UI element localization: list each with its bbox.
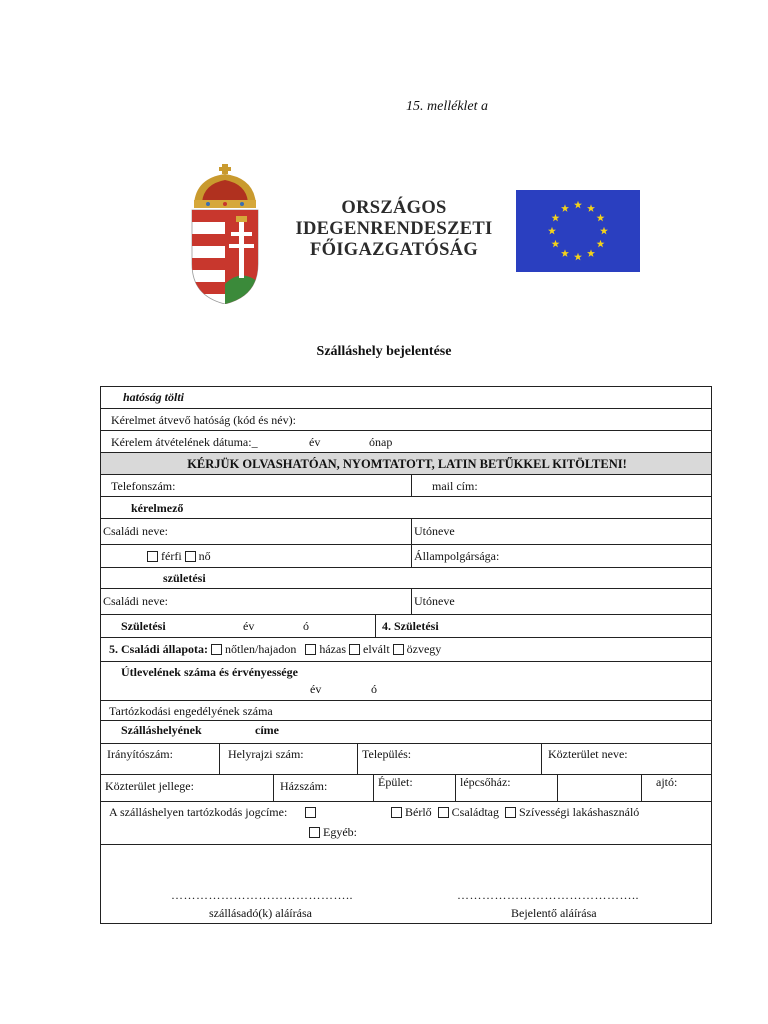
passport-label: Útlevelének száma és érvényessége (121, 665, 298, 679)
instruction-row (100, 452, 712, 474)
applicant-given-name-label: Utóneve (414, 524, 455, 538)
birth-given-name-cell[interactable] (411, 589, 711, 614)
email-label: mail cím: (432, 479, 478, 493)
signature-row (100, 844, 712, 924)
host-signature-label: szállásadó(k) aláírása (209, 906, 312, 920)
female-label: nő (198, 549, 211, 563)
birth-family-name-label[interactable]: Családi neve: (103, 594, 168, 608)
address-row-2 (100, 774, 712, 801)
family-member-checkbox[interactable] (438, 807, 449, 818)
contact-row (100, 474, 712, 496)
accommodation-address-label-2: címe (255, 723, 279, 737)
single-checkbox[interactable] (211, 644, 222, 655)
email-cell[interactable] (411, 475, 711, 496)
receipt-date-label: Kérelem átvételének dátuma:_ (111, 435, 258, 449)
eu-flag-icon (516, 190, 640, 272)
widowed-label: özvegy (406, 642, 442, 656)
marital-status-options (109, 642, 441, 657)
building-label: Épület: (378, 775, 413, 789)
applicant-given-name-cell[interactable] (411, 519, 711, 544)
tenant-label: Bérlő (405, 805, 432, 819)
organization-name (294, 198, 494, 261)
header-logos (182, 160, 642, 305)
street-name-cell[interactable] (541, 744, 711, 774)
accommodation-section-row (100, 720, 712, 743)
house-number-label: Házszám: (280, 779, 328, 793)
birth-place-cell[interactable] (375, 615, 711, 637)
family-member-label: Családtag (451, 805, 499, 819)
applicant-section-label: kérelmező (131, 501, 184, 515)
divorced-label: elvált (363, 642, 390, 656)
declarant-signature-line[interactable]: …………………………………….. (457, 888, 639, 902)
female-checkbox[interactable] (185, 551, 196, 562)
tenant-option (391, 805, 639, 820)
staircase-label: lépcsőház: (460, 775, 511, 789)
passport-month-label: ó (371, 682, 377, 696)
married-checkbox[interactable] (305, 644, 316, 655)
male-checkbox[interactable] (147, 551, 158, 562)
tenant-checkbox[interactable] (391, 807, 402, 818)
instruction-text: KÉRJÜK OLVASHATÓAN, NYOMTATOTT, LATIN BETŰKKEL KITÖLTENI! (187, 457, 627, 471)
office-section-label: hatóság tölti (123, 390, 185, 404)
org-line-1: ORSZÁGOS (341, 198, 447, 218)
other-label: Egyéb: (323, 825, 357, 839)
favour-label: Szívességi lakáshasználó (519, 805, 640, 819)
postcode-label[interactable]: Irányítószám: (107, 747, 173, 761)
settlement-cell[interactable] (357, 744, 541, 774)
birth-section-row (100, 567, 712, 588)
passport-row[interactable] (100, 661, 712, 700)
applicant-family-name-label[interactable]: Családi neve: (103, 524, 168, 538)
residence-permit-label: Tartózkodási engedélyének száma (109, 704, 273, 718)
house-number-cell[interactable] (273, 775, 373, 801)
phone-label[interactable]: Telefonszám: (111, 479, 176, 493)
door-cell[interactable] (641, 775, 711, 801)
favour-checkbox[interactable] (505, 807, 516, 818)
birth-given-name-label: Utóneve (414, 594, 455, 608)
office-section-row (100, 386, 712, 408)
receipt-monthday-label: ónap (369, 435, 393, 449)
widowed-checkbox[interactable] (393, 644, 404, 655)
applicant-name-row (100, 518, 712, 544)
birth-date-row (100, 614, 712, 637)
address-row-1 (100, 743, 712, 774)
owner-checkbox[interactable] (305, 807, 316, 818)
other-option (309, 825, 357, 840)
declarant-signature-label: Bejelentő aláírása (511, 906, 597, 920)
receiving-authority-label: Kérelmet átvevő hatóság (kód és név): (111, 413, 296, 427)
marital-status-row (100, 637, 712, 661)
male-label: férfi (161, 549, 182, 563)
other-checkbox[interactable] (309, 827, 320, 838)
birth-place-label: 4. Születési (382, 619, 439, 633)
org-line-2: IDEGENRENDESZETI (295, 219, 493, 239)
divorced-checkbox[interactable] (349, 644, 360, 655)
gender-citizenship-row (100, 544, 712, 567)
citizenship-cell[interactable] (411, 545, 711, 567)
door-label: ajtó: (656, 775, 678, 789)
document-title: Szálláshely bejelentése (316, 344, 452, 359)
receiving-authority-row[interactable] (100, 408, 712, 430)
settlement-label: Település: (362, 747, 412, 761)
birth-year-label: év (243, 619, 255, 633)
married-label: házas (319, 642, 346, 656)
accommodation-address-label: Szálláshelyének (121, 723, 202, 737)
street-name-label: Közterület neve: (548, 747, 628, 761)
citizenship-label: Állampolgársága: (414, 549, 500, 563)
parcel-label: Helyrajzi szám: (228, 747, 304, 761)
birth-month-label: ó (303, 619, 309, 633)
receipt-date-row[interactable] (100, 430, 712, 452)
building-cell[interactable] (373, 775, 455, 801)
org-line-3: FŐIGAZGATÓSÁG (309, 240, 479, 260)
gender-options (147, 549, 211, 564)
staircase-cell[interactable] (455, 775, 557, 801)
legal-basis-row (100, 801, 712, 844)
annex-label: 15. melléklet a (406, 99, 489, 114)
floor-cell[interactable] (557, 775, 641, 801)
applicant-section-row (100, 496, 712, 518)
receipt-year-label: év (309, 435, 321, 449)
marital-status-label: 5. Családi állapota: (109, 642, 209, 656)
host-signature-line[interactable]: …………………………………….. (171, 888, 353, 902)
birth-date-label: Születési (121, 619, 166, 633)
legal-basis-label: A szálláshelyen tartózkodás jogcíme: (109, 805, 288, 819)
birth-name-row (100, 588, 712, 614)
street-type-label[interactable]: Közterület jellege: (105, 779, 194, 793)
hungarian-coat-of-arms-icon (188, 164, 262, 304)
parcel-cell[interactable] (219, 744, 357, 774)
residence-permit-row[interactable] (100, 700, 712, 720)
birth-section-label: születési (163, 571, 206, 585)
passport-year-label: év (310, 682, 322, 696)
single-label: nőtlen/hajadon (225, 642, 297, 656)
